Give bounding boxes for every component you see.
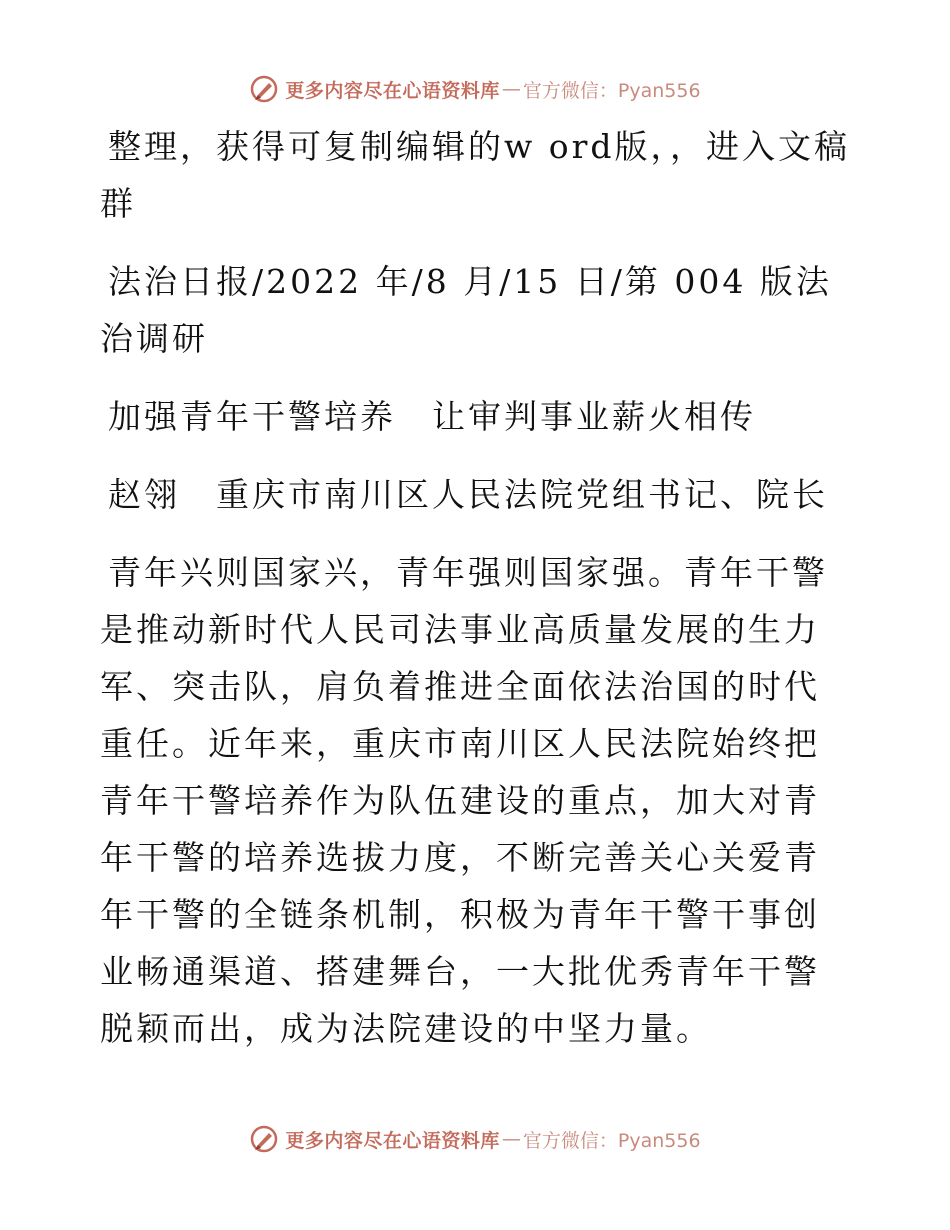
body-paragraph: 青年兴则国家兴，青年强则国家强。青年干警是推动新时代人民司法事业高质量发展的生力军、突击队，肩负着推进全面依法治国的时代重任。近年来，重庆市南川区人民法院始终把青年干警培养作为队伍建设的重点，加大对青年干警的培养选拔力度，不断完善关心关爱青年干警的全链条机制，积极为青年干警干事创业畅通渠道、搭建舞台，一大批优秀青年干警脱颖而出，成为法院建设的中坚力量。	[100, 553, 828, 1048]
watermark-sub-text: 官方微信：Pyan556	[522, 1129, 701, 1152]
intro-line: 整理，获得可复制编辑的w ord版，，进入文稿群	[100, 127, 851, 223]
watermark-dash: —	[501, 78, 521, 100]
footer-watermark	[0, 1124, 950, 1154]
header-watermark	[0, 74, 950, 104]
author-line: 赵翎 重庆市南川区人民法院党组书记、院长	[108, 475, 828, 514]
watermark-main-text: 更多内容尽在心语资料库	[285, 79, 500, 102]
pen-logo-icon	[249, 74, 279, 104]
watermark-main-text: 更多内容尽在心语资料库	[285, 1129, 500, 1152]
watermark-dash: —	[501, 1128, 521, 1150]
pen-logo-icon	[249, 1124, 279, 1154]
watermark-sub-text: 官方微信：Pyan556	[522, 79, 701, 102]
source-line: 法治日报/2022 年/8 月/15 日/第 004 版法治调研	[100, 262, 832, 358]
document-content	[100, 118, 850, 1078]
article-title: 加强青年干警培养 让审判事业薪火相传	[108, 397, 756, 436]
